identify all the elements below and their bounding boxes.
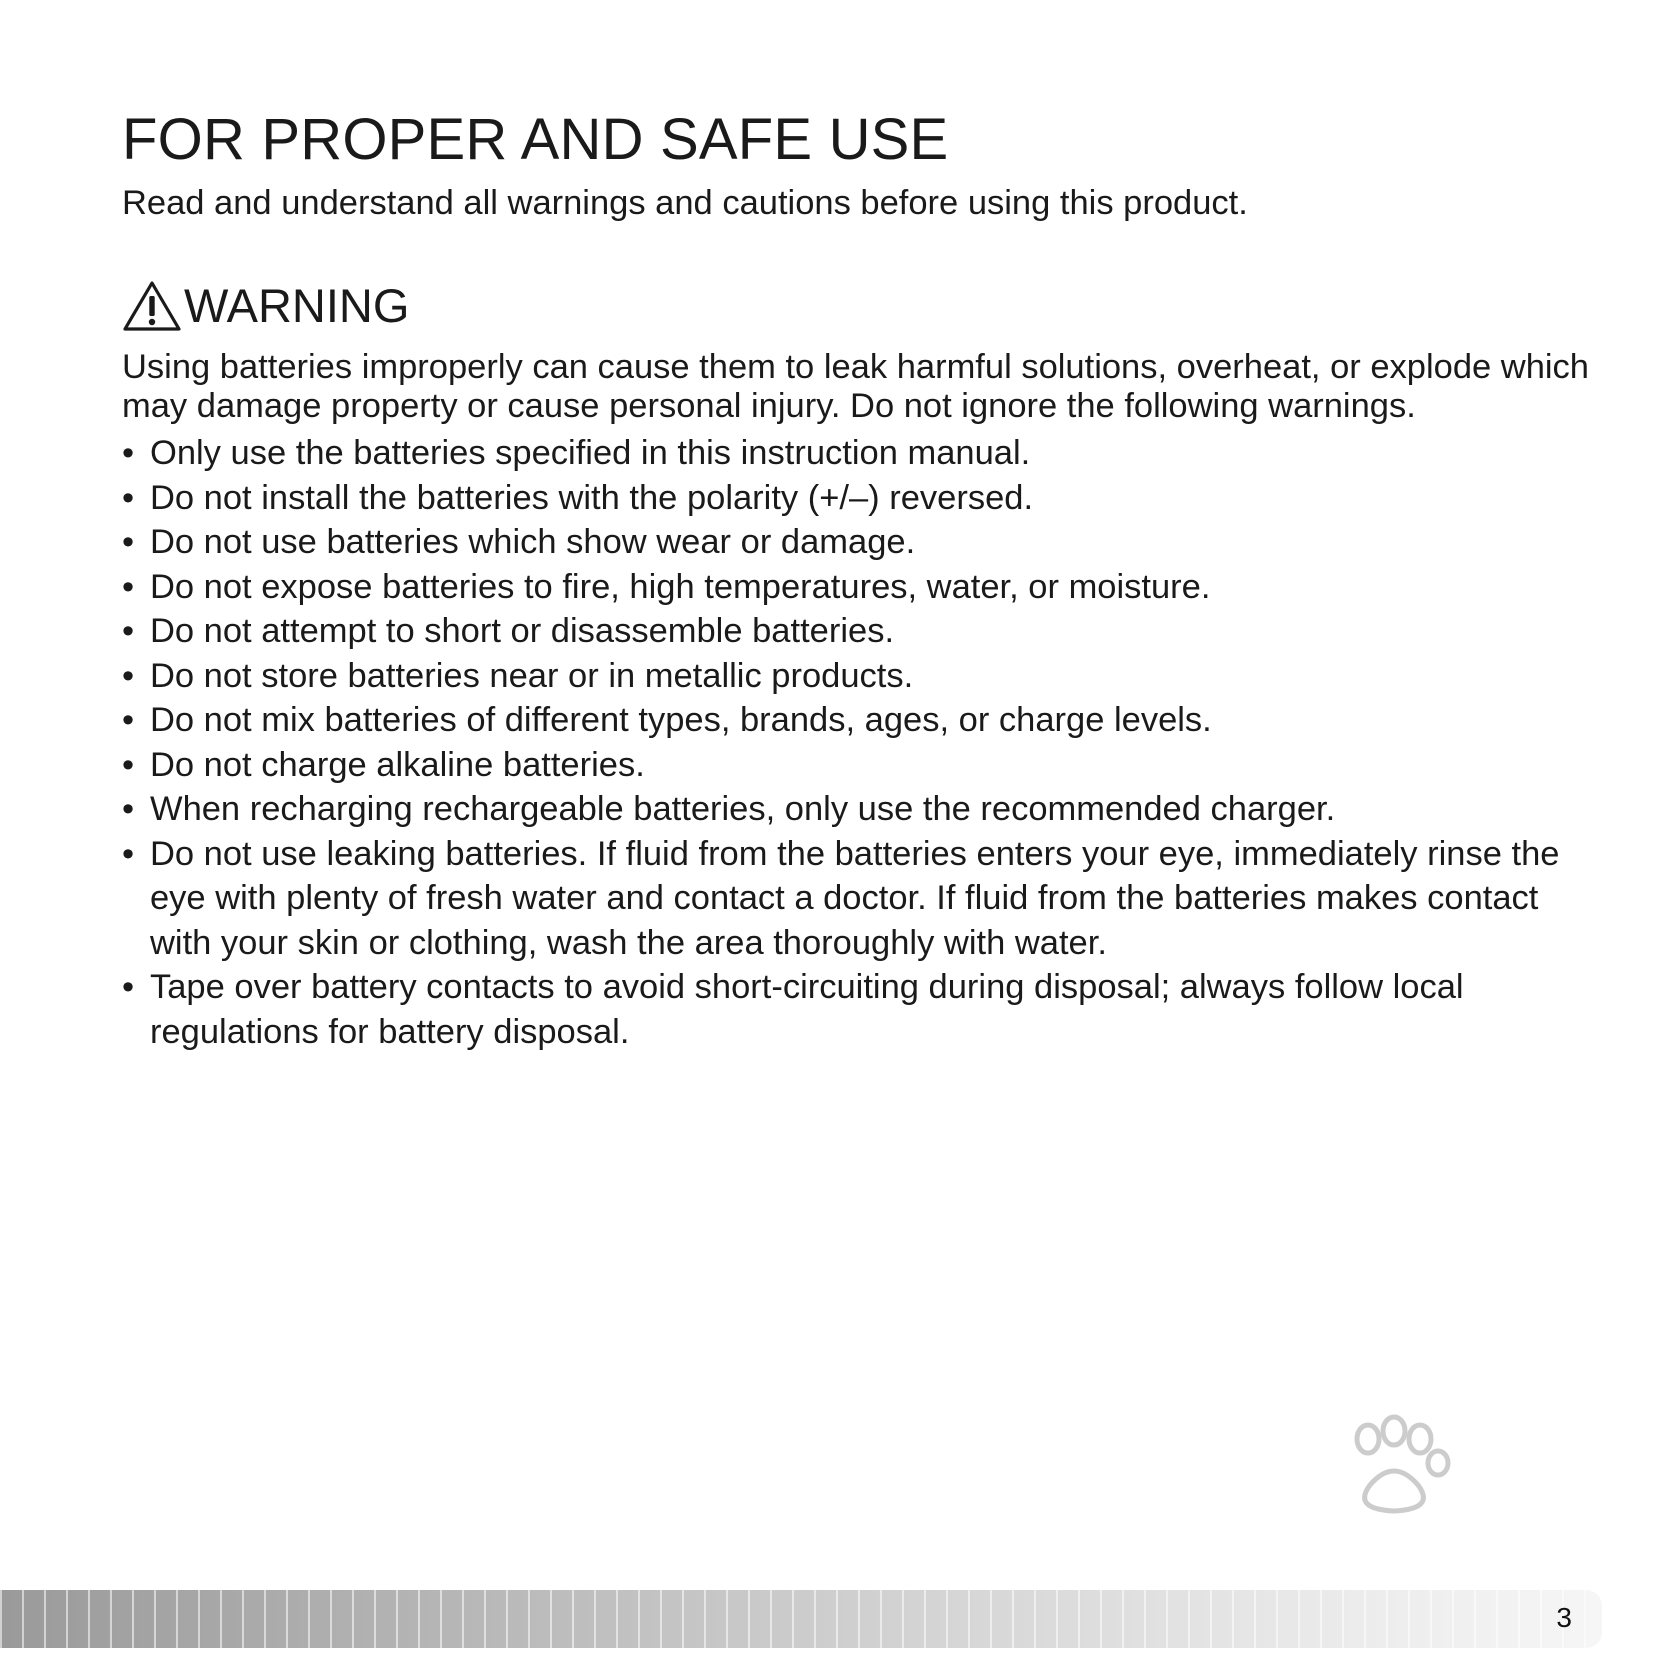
bullet: • — [122, 612, 135, 650]
page-content — [122, 104, 1592, 1054]
bullet: • — [122, 745, 135, 784]
warning-heading-label: WARNING — [184, 279, 410, 332]
list-item — [122, 565, 1592, 610]
bullet: • — [122, 434, 135, 472]
list-item — [122, 654, 1592, 699]
warning-heading — [122, 272, 1592, 332]
list-item — [122, 520, 1592, 565]
bullet: • — [122, 523, 135, 561]
list-item — [122, 476, 1592, 521]
list-item — [122, 832, 1592, 966]
bullet: • — [122, 567, 135, 606]
bullet: • — [122, 968, 135, 1006]
baidu-watermark-logo — [1190, 1405, 1600, 1615]
list-item — [122, 743, 1592, 788]
list-item — [122, 965, 1592, 1054]
bullet: • — [122, 790, 135, 828]
list-item — [122, 787, 1592, 832]
list-item-text: Do not store batteries near or in metallic products. — [150, 656, 914, 695]
bullet: • — [122, 701, 135, 739]
bullet: • — [122, 656, 135, 695]
bullet: • — [122, 834, 135, 873]
list-item-text: When recharging rechargeable batteries, only use the recommended charger. — [150, 790, 1336, 828]
list-item-text: Only use the batteries specified in this instruction manual. — [150, 434, 1031, 472]
list-item-text: Do not mix batteries of different types, brands, ages, or charge levels. — [150, 701, 1212, 739]
list-item-text: Do not attempt to short or disassemble batteries. — [150, 612, 895, 650]
intro-text: Read and understand all warnings and cautions before using this product. — [122, 184, 1248, 222]
list-item — [122, 431, 1592, 476]
list-item — [122, 609, 1592, 654]
list-item-text: Tape over battery contacts to avoid short-circuiting during disposal; always follow local regulations for battery disposal. — [150, 968, 1464, 1051]
list-item-text: Do not charge alkaline batteries. — [150, 745, 645, 784]
list-item — [122, 698, 1592, 743]
list-item-text: Do not expose batteries to fire, high temperatures, water, or moisture. — [150, 567, 1211, 606]
bullet: • — [122, 478, 135, 517]
list-item-text: Do not use leaking batteries. If fluid from the batteries enters your eye, immediately rinse the eye with plenty of fresh water and contact a doctor. If fluid from the batteries makes contact with your skin or clothing, wash the area thoroughly with water. — [150, 834, 1560, 962]
page-title: FOR PROPER AND SAFE USE — [122, 107, 949, 172]
list-item-text: Do not use batteries which show wear or damage. — [150, 523, 916, 561]
page-number: 3 — [1556, 1602, 1572, 1633]
warning-intro-text: Using batteries improperly can cause them to leak harmful solutions, overheat, or explode which may damage property or cause personal injury. Do not ignore the following warnings. — [122, 348, 1589, 425]
list-item-text: Do not install the batteries with the polarity (+/–) reversed. — [150, 478, 1034, 517]
warning-triangle-icon — [122, 280, 182, 332]
warning-list — [122, 431, 1592, 1054]
